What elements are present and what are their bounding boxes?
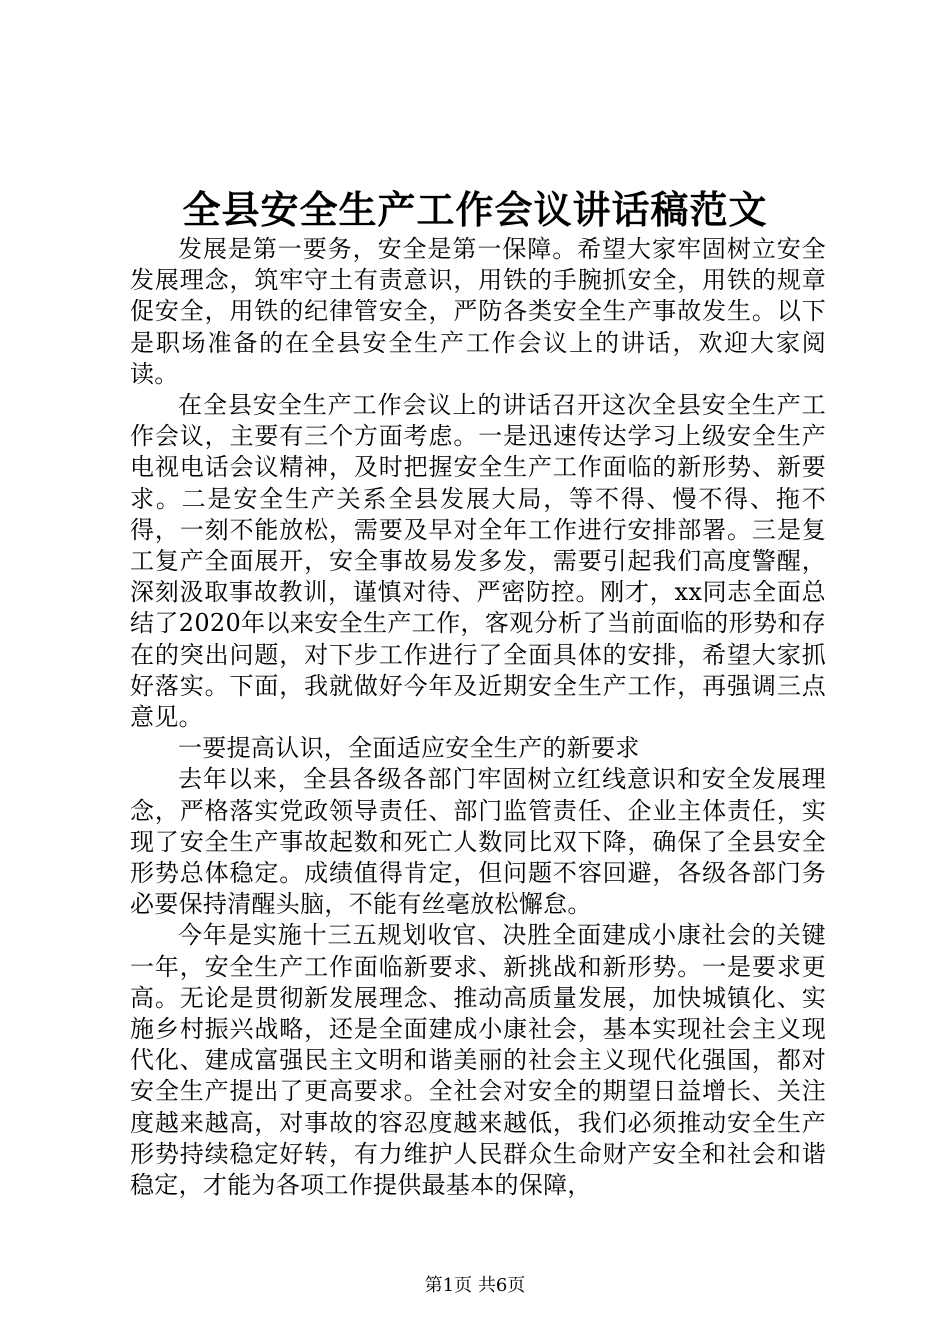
document-body — [130, 234, 826, 1201]
paragraph-intro: 发展是第一要务，安全是第一保障。希望大家牢固树立安全发展理念，筑牢守土有责意识，用铁的手腕抓安全，用铁的规章促安全，用铁的纪律管安全，严防各类安全生产事故发生。以下是职场准备的在全县安全生产工作会议上的讲话，欢迎大家阅读。 — [130, 235, 826, 388]
page-footer: 第1页 共6页 — [424, 1275, 526, 1296]
paragraph-opening: 在全县安全生产工作会议上的讲话召开这次全县安全生产工作会议，主要有三个方面考虑。一是迅速传达学习上级安全生产电视电话会议精神，及时把握安全生产工作面临的新形势、新要求。二是安全生产关系全县发展大局，等不得、慢不得、拖不得，一刻不能放松，需要及早对全年工作进行安排部署。三是复工复产全面展开，安全事故易发多发，需要引起我们高度警醒，深刻汲取事故教训，谨慎对待、严密防控。刚才，xx同志全面总结了2020年以来安全生产工作，客观分析了当前面临的形势和存在的突出问题，对下步工作进行了全面具体的安排，希望大家抓好落实。下面，我就做好今年及近期安全生产工作，再强调三点意见。 — [130, 391, 826, 732]
document-title: 全县安全生产工作会议讲话稿范文 — [182, 187, 768, 232]
section-heading-1: 一要提高认识，全面适应安全生产的新要求 — [178, 734, 640, 763]
paragraph-last-year: 去年以来，全县各级各部门牢固树立红线意识和安全发展理念，严格落实党政领导责任、部门监管责任、企业主体责任，实现了安全生产事故起数和死亡人数同比双下降，确保了全县安全形势总体稳定。成绩值得肯定，但问题不容回避，各级各部门务必要保持清醒头脑，不能有丝毫放松懈怠。 — [130, 765, 826, 919]
paragraph-this-year: 今年是实施十三五规划收官、决胜全面建成小康社会的关键一年，安全生产工作面临新要求、新挑战和新形势。一是要求更高。无论是贯彻新发展理念、推动高质量发展，加快城镇化、实施乡村振兴战略，还是全面建成小康社会，基本实现社会主义现代化、建成富强民主文明和谐美丽的社会主义现代化强国，都对安全生产提出了更高要求。全社会对安全的期望日益增长、关注度越来越高，对事故的容忍度越来越低，我们必须推动安全生产形势持续稳定好转，有力维护人民群众生命财产安全和社会和谐稳定，才能为各项工作提供最基本的保障， — [130, 921, 826, 1200]
